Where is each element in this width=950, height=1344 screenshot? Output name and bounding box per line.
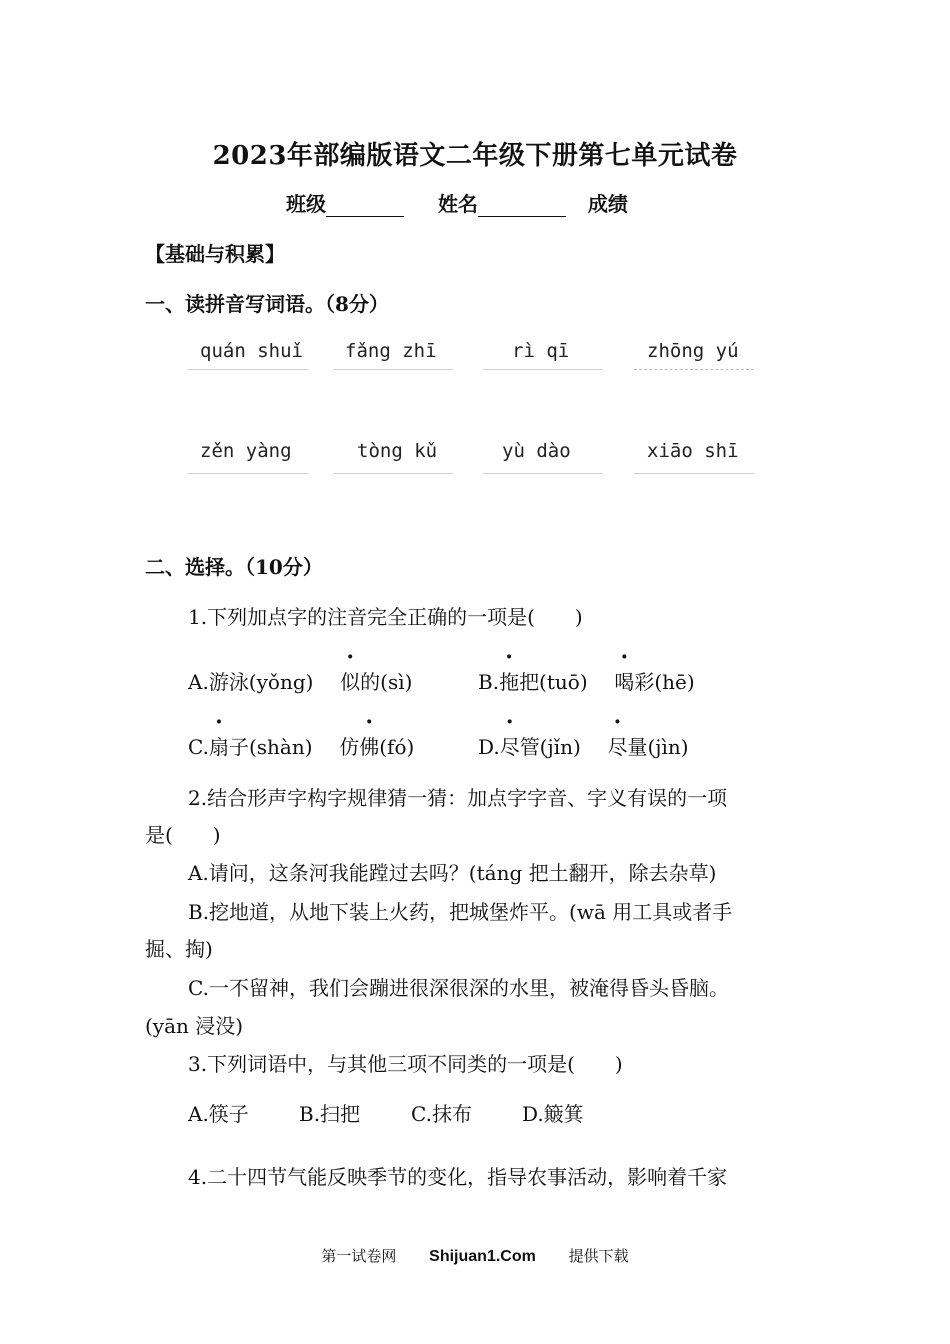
answer-line[interactable] <box>483 369 603 370</box>
emphasis-char: 似 <box>340 670 361 694</box>
section2-heading: 二、选择。（10分） <box>145 555 323 579</box>
q3-stem: 3.下列词语中，与其他三项不同类的一项是( ) <box>188 1052 623 1076</box>
student-info <box>286 188 628 217</box>
q1-option-b[interactable]: B.拖把(tuō) 喝彩(hē) <box>478 666 695 695</box>
q2-option-c-cont: (yān 浸没) <box>145 1014 244 1038</box>
q3-option[interactable]: C.抹布 <box>411 1102 472 1126</box>
q1-option-c[interactable]: C.扇子(shàn) 仿佛(fó) <box>188 731 414 760</box>
class-blank[interactable] <box>326 198 404 217</box>
pinyin-item: xiāo shī <box>647 440 739 462</box>
emphasis-char: 尽 <box>499 735 520 759</box>
q4-stem: 4.二十四节气能反映季节的变化，指导农事活动，影响着千家 <box>188 1165 728 1189</box>
footer-left: 第一试卷网 <box>321 1247 397 1265</box>
emphasis-char: 喝 <box>614 670 635 694</box>
name-blank[interactable] <box>478 198 566 217</box>
score-label: 成绩 <box>587 192 628 216</box>
footer-right: 提供下载 <box>568 1247 629 1265</box>
emphasis-char: 尽 <box>607 735 628 759</box>
page-footer <box>0 1245 950 1266</box>
q1-option-a[interactable]: A.游泳(yǒng) 似的(sì) <box>188 666 412 695</box>
emphasis-char: 佛 <box>359 735 380 759</box>
pinyin-item: quán shuǐ <box>200 340 303 362</box>
answer-line[interactable] <box>634 473 754 474</box>
emphasis-char: 扇 <box>208 735 229 759</box>
q2-option-b[interactable]: B.挖地道，从地下装上火药，把城堡炸平。(wā 用工具或者手 <box>188 900 733 924</box>
section-header: 【基础与积累】 <box>145 242 285 266</box>
q2-option-b-cont: 掘、掏) <box>145 937 213 961</box>
pinyin-item: yù dào <box>502 440 571 462</box>
pinyin-item: tòng kǔ <box>357 440 438 462</box>
q3-option[interactable]: B.扫把 <box>299 1102 361 1126</box>
page-title: 2023年部编版语文二年级下册第七单元试卷 <box>212 141 738 171</box>
q2-option-a[interactable]: A.请问，这条河我能蹚过去吗？(táng 把土翻开，除去杂草) <box>188 861 717 885</box>
answer-line[interactable] <box>634 369 754 370</box>
q2-stem: 2.结合形声字构字规律猜一猜：加点字字音、字义有误的一项 <box>188 786 728 810</box>
q3-option[interactable]: A.筷子 <box>188 1102 249 1126</box>
class-label: 班级 <box>286 192 326 216</box>
name-label: 姓名 <box>437 192 478 216</box>
emphasis-char: 拖 <box>499 670 520 694</box>
answer-line[interactable] <box>333 473 453 474</box>
pinyin-item: zěn yàng <box>200 440 292 462</box>
q1-option-d[interactable]: D.尽管(jǐn) 尽量(jìn) <box>478 731 689 760</box>
footer-site-link[interactable]: Shijuan1.Com <box>429 1248 536 1265</box>
q1-stem: 1.下列加点字的注音完全正确的一项是( ) <box>188 605 583 629</box>
pinyin-item: rì qī <box>512 340 570 362</box>
answer-line[interactable] <box>483 473 603 474</box>
q2-stem-cont: 是( ) <box>145 823 221 847</box>
pinyin-item: zhōng yú <box>647 340 739 362</box>
q2-option-c[interactable]: C.一不留神，我们会蹦进很深很深的水里，被淹得昏头昏脑。 <box>188 976 729 1000</box>
answer-line[interactable] <box>188 473 308 474</box>
answer-line[interactable] <box>188 369 308 370</box>
q3-option[interactable]: D.簸箕 <box>522 1102 584 1126</box>
section1-heading: 一、读拼音写词语。（8分） <box>145 292 389 316</box>
answer-line[interactable] <box>333 369 453 370</box>
pinyin-item: fǎng zhī <box>345 340 437 362</box>
